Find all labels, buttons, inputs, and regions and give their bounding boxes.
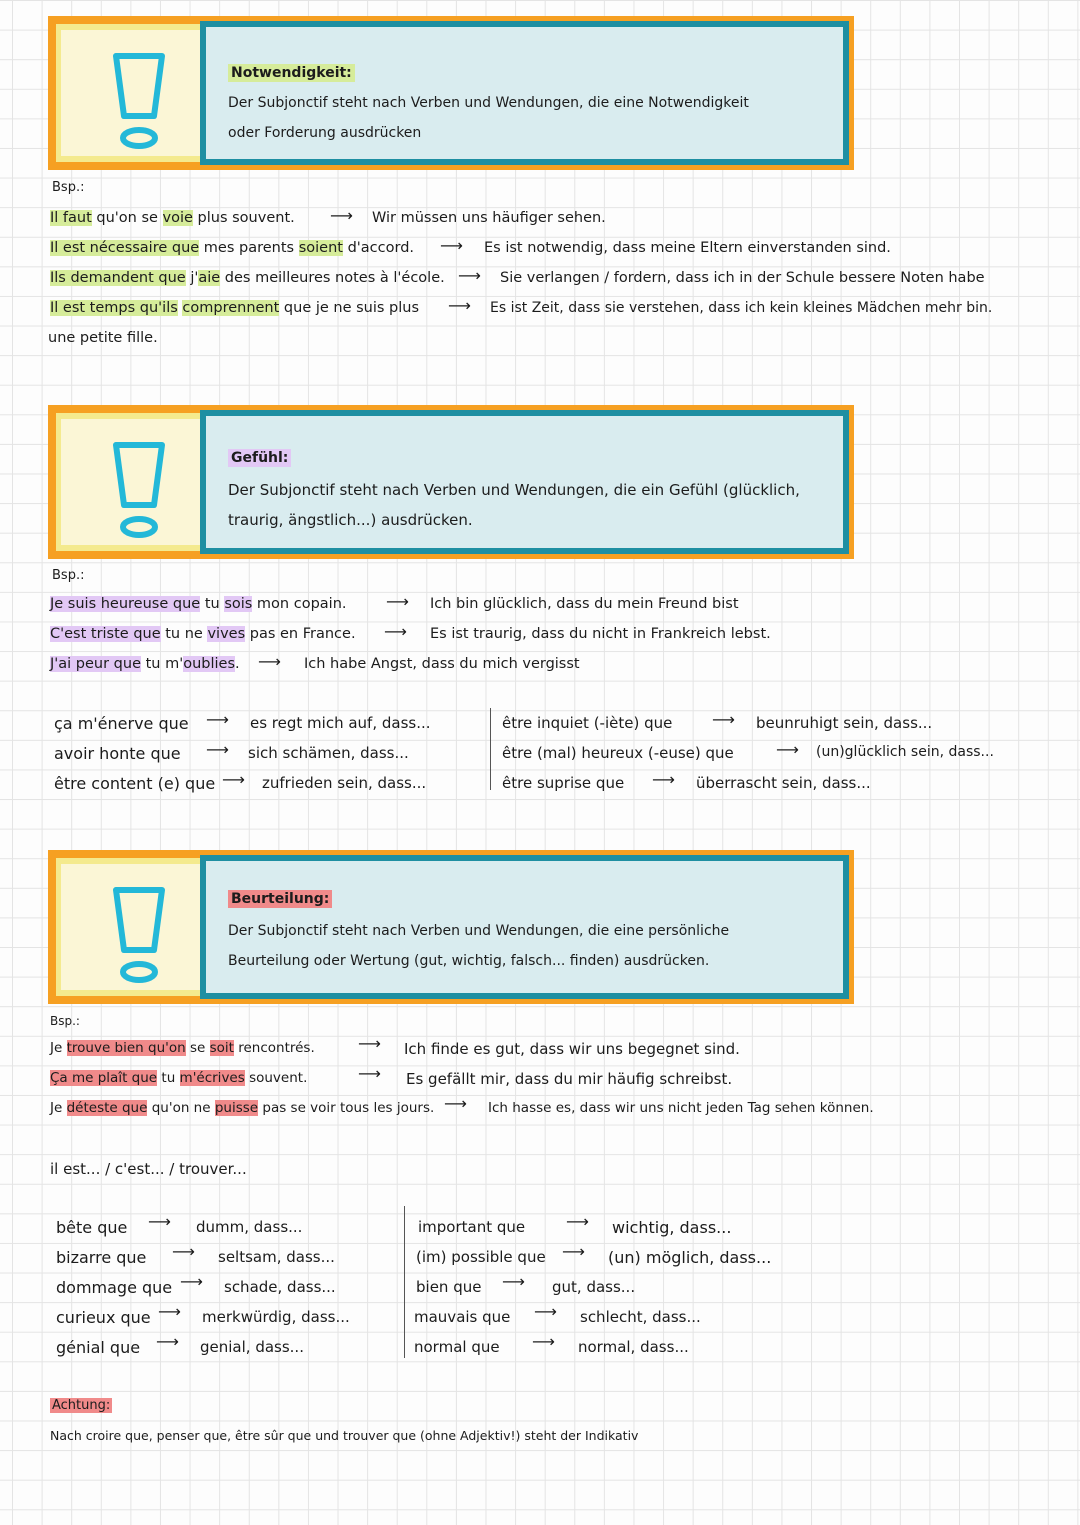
vocab-fr: être (mal) heureux (-euse) que (502, 744, 734, 762)
vocab-de: gut, dass... (552, 1278, 636, 1296)
arrow-icon: ⟶ (172, 1242, 195, 1261)
box-text: Der Subjonctif steht nach Verben und Wendungen, die eine Notwendigkeit oder Forderung ausdrücken (228, 95, 749, 141)
arrow-icon: ⟶ (440, 236, 463, 255)
exclamation-icon (110, 884, 168, 988)
example-de: Ich hasse es, dass wir uns nicht jeden Tag sehen können. (488, 1100, 874, 1116)
example-de: Es ist traurig, dass du nicht in Frankreich lebst. (430, 626, 771, 642)
arrow-icon: ⟶ (386, 592, 409, 611)
arrow-icon: ⟶ (562, 1242, 585, 1261)
example-de: Ich habe Angst, dass du mich vergisst (304, 656, 580, 672)
example-fr: Je déteste que qu'on ne puisse pas se voir tous les jours. (50, 1100, 435, 1116)
arrow-icon: ⟶ (652, 770, 675, 789)
vocab-de: genial, dass... (200, 1338, 304, 1356)
warning-title: Achtung: (52, 1398, 111, 1413)
arrow-icon: ⟶ (222, 770, 245, 789)
example-de: Es ist notwendig, dass meine Eltern einverstanden sind. (484, 240, 891, 256)
vocab-de: schade, dass... (224, 1278, 336, 1296)
vocab-fr: dommage que (56, 1278, 173, 1297)
vocab-de: sich schämen, dass... (248, 744, 409, 762)
rule-box-judgement (48, 850, 854, 1004)
arrow-icon: ⟶ (712, 710, 735, 729)
vocab-de: normal, dass... (578, 1338, 689, 1356)
example-fr: Je suis heureuse que tu sois mon copain. (50, 596, 347, 612)
example-fr: Je trouve bien qu'on se soit rencontrés. (50, 1040, 315, 1056)
vocab-fr: bizarre que (56, 1248, 147, 1267)
example-de: Wir müssen uns häufiger sehen. (372, 210, 606, 226)
vocab-de: merkwürdig, dass... (202, 1308, 350, 1326)
arrow-icon: ⟶ (358, 1064, 381, 1083)
rule-box-necessity (48, 16, 854, 170)
box-text: Der Subjonctif steht nach Verben und Wendungen, die ein Gefühl (glücklich, traurig, ängstlich...) ausdrücken. (228, 481, 800, 529)
arrow-icon: ⟶ (532, 1332, 555, 1351)
arrow-icon: ⟶ (148, 1212, 171, 1231)
vocab-fr: (im) possible que (416, 1248, 546, 1266)
vocab-fr: curieux que (56, 1308, 151, 1327)
vocab-de: wichtig, dass... (612, 1218, 732, 1237)
arrow-icon: ⟶ (458, 266, 481, 285)
example-fr: Il est temps qu'ils comprennent que je ne suis plus (50, 300, 420, 316)
example-fr: C'est triste que tu ne vives pas en France. (50, 626, 356, 642)
arrow-icon: ⟶ (566, 1212, 589, 1231)
arrow-icon: ⟶ (158, 1302, 181, 1321)
vocab-fr: bête que (56, 1218, 128, 1237)
vocab-de: es regt mich auf, dass... (250, 714, 431, 732)
arrow-icon: ⟶ (444, 1094, 467, 1113)
vocab-fr: être suprise que (502, 774, 625, 792)
vocab-de: dumm, dass... (196, 1218, 303, 1236)
example-fr: Ça me plaît que tu m'écrives souvent. (50, 1070, 308, 1086)
arrow-icon: ⟶ (776, 740, 799, 759)
example-de: Ich finde es gut, dass wir uns begegnet sind. (404, 1040, 740, 1058)
warning-text: Nach croire que, penser que, être sûr que und trouver que (ohne Adjektiv!) steht der Indikativ (50, 1428, 639, 1443)
example-fr: Ils demandent que j'aie des meilleures notes à l'école. (50, 270, 445, 286)
expression-heading: il est... / c'est... / trouver... (50, 1160, 247, 1178)
bsp-label: Bsp.: (52, 568, 85, 583)
vocab-fr: bien que (416, 1278, 482, 1296)
arrow-icon: ⟶ (330, 206, 353, 225)
example-fr: Il faut qu'on se voie plus souvent. (50, 210, 295, 226)
box-title: Gefühl: (228, 449, 291, 467)
arrow-icon: ⟶ (206, 710, 229, 729)
box-text: Der Subjonctif steht nach Verben und Wendungen, die eine persönliche Beurteilung oder Wertung (gut, wichtig, falsch... finden) ausdrücken. (228, 923, 730, 969)
example-fr: J'ai peur que tu m'oublies. (50, 656, 240, 672)
arrow-icon: ⟶ (384, 622, 407, 641)
rule-box-feeling (48, 405, 854, 559)
vocab-fr: normal que (414, 1338, 500, 1356)
vocab-de: zufrieden sein, dass... (262, 774, 427, 792)
vocab-de: (un) möglich, dass... (608, 1248, 772, 1267)
bsp-label: Bsp.: (52, 180, 85, 195)
arrow-icon: ⟶ (502, 1272, 525, 1291)
arrow-icon: ⟶ (448, 296, 471, 315)
bsp-label: Bsp.: (50, 1014, 80, 1028)
vocab-fr: important que (418, 1218, 526, 1236)
arrow-icon: ⟶ (156, 1332, 179, 1351)
exclamation-icon (110, 439, 168, 543)
vocab-de: (un)glücklich sein, dass... (816, 744, 994, 760)
example-fr: Il est nécessaire que mes parents soient d'accord. (50, 240, 415, 256)
vocab-de: überrascht sein, dass... (696, 774, 871, 792)
arrow-icon: ⟶ (258, 652, 281, 671)
vocab-fr: être inquiet (-iète) que (502, 714, 673, 732)
vocab-fr: avoir honte que (54, 744, 181, 763)
arrow-icon: ⟶ (180, 1272, 203, 1291)
vocab-de: beunruhigt sein, dass... (756, 714, 933, 732)
exclamation-icon (110, 50, 168, 154)
arrow-icon: ⟶ (534, 1302, 557, 1321)
vocab-fr: être content (e) que (54, 774, 216, 793)
example-de: Ich bin glücklich, dass du mein Freund bist (430, 596, 739, 612)
example-fr-continued: une petite fille. (48, 330, 158, 346)
box-title: Notwendigkeit: (228, 64, 355, 82)
example-de: Es gefällt mir, dass du mir häufig schreibst. (406, 1070, 733, 1088)
column-divider (404, 1206, 405, 1358)
vocab-fr: ça m'énerve que (54, 714, 189, 733)
vocab-fr: mauvais que (414, 1308, 511, 1326)
column-divider (490, 708, 491, 790)
vocab-de: schlecht, dass... (580, 1308, 701, 1326)
example-de: Sie verlangen / fordern, dass ich in der Schule bessere Noten habe (500, 270, 985, 286)
vocab-de: seltsam, dass... (218, 1248, 335, 1266)
example-de: Es ist Zeit, dass sie verstehen, dass ich kein kleines Mädchen mehr bin. (490, 300, 993, 316)
arrow-icon: ⟶ (206, 740, 229, 759)
vocab-fr: génial que (56, 1338, 141, 1357)
box-title: Beurteilung: (228, 890, 332, 908)
arrow-icon: ⟶ (358, 1034, 381, 1053)
